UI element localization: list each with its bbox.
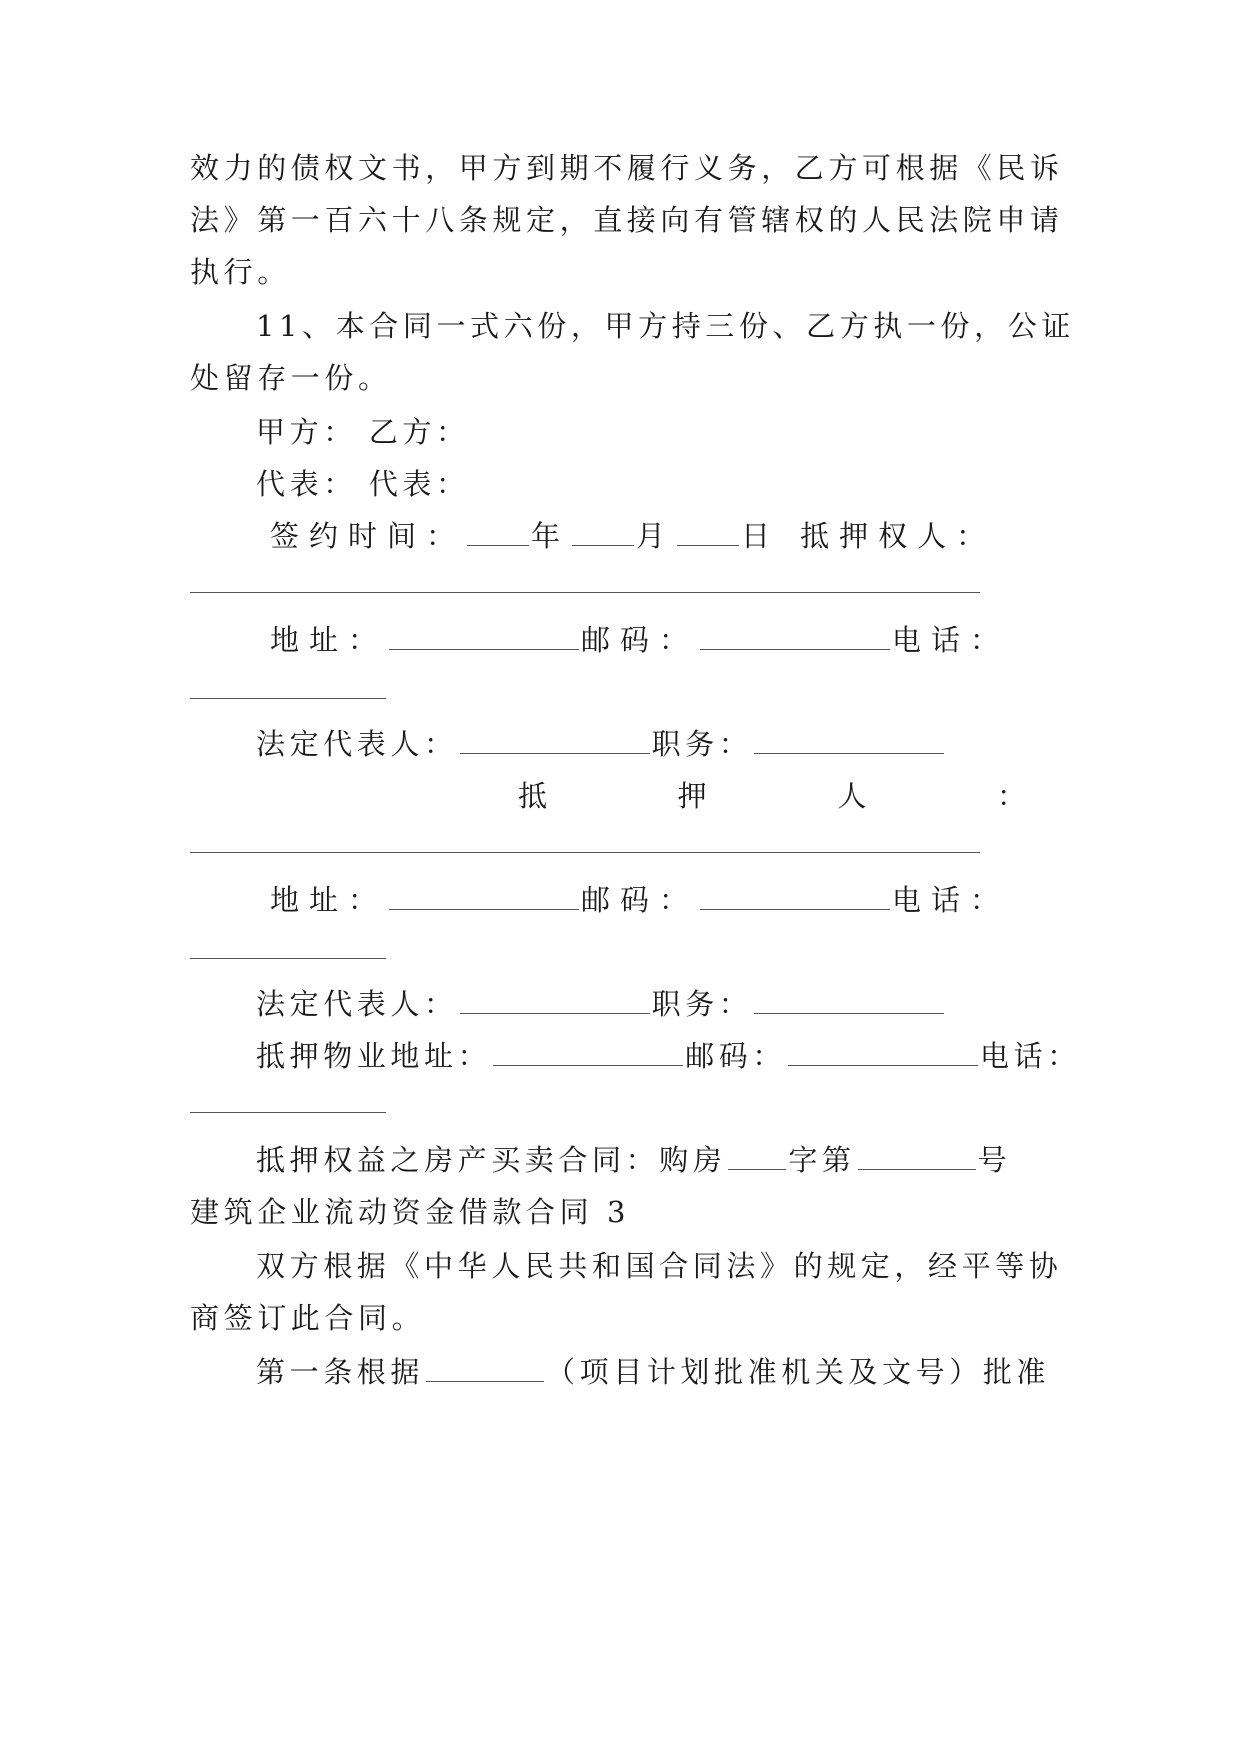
paragraph-line: 效力的债权文书，甲方到期不履行义务，乙方可根据《民诉	[190, 151, 1064, 185]
month-label: 月	[636, 519, 676, 553]
legal-rep-line	[256, 724, 1116, 764]
property-line	[256, 1036, 1116, 1076]
clause-11-line: 处留存一份。	[190, 361, 392, 395]
phone-label: 电话：	[892, 883, 1010, 917]
address-blank	[389, 627, 579, 650]
position-blank	[754, 991, 944, 1014]
day-label: 日	[741, 519, 781, 553]
paragraph-line: 法》第一百六十八条规定，直接向有管辖权的人民法院申请	[190, 203, 1064, 237]
mortgagor-line	[518, 776, 1026, 816]
party-line	[256, 412, 1116, 452]
article-1-line	[256, 1352, 1116, 1392]
contract-prefix: 抵押权益之房产买卖合同：购房	[256, 1143, 727, 1177]
mortgagor-char: 人	[837, 779, 867, 813]
rep-b-label: 代表：	[368, 467, 470, 501]
legal-rep-line	[256, 984, 1116, 1024]
postcode-blank	[700, 887, 890, 910]
mortgagor-char: ：	[996, 779, 1026, 813]
day-blank	[677, 523, 739, 546]
zi-blank	[728, 1147, 786, 1170]
postcode-blank	[788, 1043, 978, 1066]
mortgagee-label: 抵押权人：	[800, 519, 996, 553]
paragraph-line: 双方根据《中华人民共和国合同法》的规定，经平等协	[256, 1249, 1063, 1283]
contract-zi: 字第	[788, 1143, 856, 1177]
approval-blank	[426, 1359, 544, 1382]
month-blank	[572, 523, 634, 546]
legal-rep-blank	[460, 731, 650, 754]
contract-hao: 号	[977, 1143, 1012, 1177]
legal-rep-label: 法定代表人：	[256, 987, 458, 1021]
section-title: 建筑企业流动资金借款合同 3	[190, 1195, 631, 1229]
postcode-label: 邮码：	[581, 883, 699, 917]
mortgagee-blank	[190, 592, 980, 593]
rep-a-label: 代表：	[256, 467, 357, 501]
postcode-label: 邮码：	[685, 1039, 787, 1073]
position-blank	[754, 731, 944, 754]
party-a-label: 甲方：	[256, 415, 357, 449]
phone-label: 电话：	[892, 623, 1010, 657]
article-1-suffix: （项目计划批准机关及文号）批准	[546, 1355, 1051, 1389]
paragraph-line: 商签订此合同。	[190, 1301, 426, 1335]
party-b-label: 乙方：	[368, 415, 470, 449]
legal-rep-blank	[460, 991, 650, 1014]
contact-line	[270, 880, 1040, 920]
year-label: 年	[531, 519, 571, 553]
mortgagor-char: 押	[677, 779, 707, 813]
phone-label: 电话：	[980, 1039, 1081, 1073]
phone-blank	[190, 958, 386, 959]
contact-line	[270, 620, 1040, 660]
position-label: 职务：	[651, 987, 753, 1021]
representative-line	[256, 464, 1116, 504]
article-1-prefix: 第一条根据	[256, 1355, 425, 1389]
postcode-blank	[700, 627, 890, 650]
year-blank	[467, 523, 529, 546]
purchase-contract-line	[256, 1140, 1116, 1180]
sign-time-label: 签约时间：	[270, 519, 466, 553]
phone-blank	[190, 698, 386, 699]
address-label: 地址：	[270, 623, 388, 657]
mortgagor-blank	[190, 852, 980, 853]
sign-time-line	[270, 516, 1040, 556]
address-blank	[389, 887, 579, 910]
mortgagor-char: 抵	[518, 779, 548, 813]
postcode-label: 邮码：	[581, 623, 699, 657]
legal-rep-label: 法定代表人：	[256, 727, 458, 761]
property-address-blank	[493, 1043, 683, 1066]
property-address-label: 抵押物业地址：	[256, 1039, 492, 1073]
phone-blank	[190, 1112, 386, 1113]
number-blank	[858, 1147, 976, 1170]
position-label: 职务：	[651, 727, 753, 761]
address-label: 地址：	[270, 883, 388, 917]
paragraph-line: 执行。	[190, 255, 291, 289]
clause-11-line: 11、本合同一式六份，甲方持三份、乙方执一份，公证	[256, 309, 1075, 343]
